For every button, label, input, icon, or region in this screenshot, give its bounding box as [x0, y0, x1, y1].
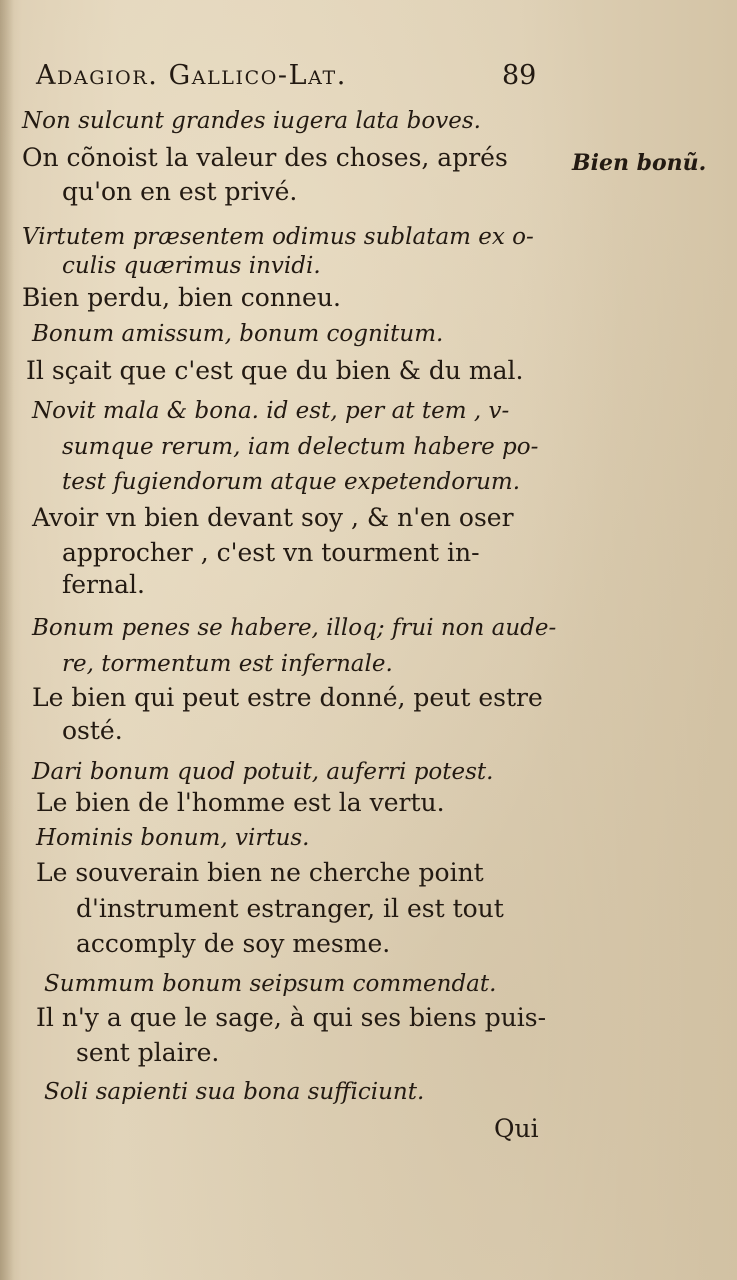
french-line-6: Bien perdu, bien conneu.: [22, 283, 341, 312]
page-header: [32, 60, 537, 94]
french-line-22: Le souverain bien ne cherche point: [36, 858, 484, 887]
french-line-12: Avoir vn bien devant soy , & n'en oser: [32, 503, 514, 532]
french-line-27: sent plaire.: [76, 1038, 220, 1067]
catchword: Qui: [494, 1114, 539, 1143]
french-line-23: d'instrument estranger, il est tout: [76, 894, 504, 923]
spine-shadow: [0, 0, 14, 1280]
french-line-24: accomply de soy mesme.: [76, 929, 391, 958]
latin-line-7: Bonum amissum, bonum cognitum.: [32, 321, 444, 347]
page-number: 89: [502, 60, 537, 91]
latin-line-9: Novit mala & bona. id est, per at tem , v-: [32, 398, 510, 424]
french-line-13: approcher , c'est vn tourment in-: [62, 538, 480, 567]
latin-line-21: Hominis bonum, virtus.: [36, 825, 310, 851]
french-line-2: On cõnoist la valeur des choses, aprés: [22, 143, 508, 172]
latin-line-19: Dari bonum quod potuit, auferri potest.: [32, 759, 494, 785]
french-line-20: Le bien de l'homme est la vertu.: [36, 788, 445, 817]
latin-line-25: Summum bonum seipsum commendat.: [44, 971, 497, 997]
french-line-8: Il sçait que c'est que du bien & du mal.: [26, 356, 524, 385]
latin-line-10: sumque rerum, iam delectum habere po-: [62, 434, 539, 460]
running-head: Adagior. Gallico-Lat.: [36, 60, 347, 91]
latin-line-1: Non sulcunt grandes iugera lata boves.: [22, 108, 481, 134]
latin-line-15: Bonum penes se habere, illoq; frui non aude-: [32, 615, 557, 641]
french-line-17: Le bien qui peut estre donné, peut estre: [32, 683, 543, 712]
french-line-26: Il n'y a que le sage, à qui ses biens puis-: [36, 1003, 547, 1032]
latin-line-28: Soli sapienti sua bona sufficiunt.: [44, 1079, 425, 1105]
french-line-18: osté.: [62, 716, 123, 745]
french-line-3: qu'on en est privé.: [62, 177, 298, 206]
margin-note: Bien bonũ.: [572, 150, 707, 176]
latin-line-4: Virtutem præsentem odimus sublatam ex o-: [22, 224, 534, 250]
latin-line-5: culis quærimus invidi.: [62, 253, 321, 279]
latin-line-16: re, tormentum est infernale.: [62, 651, 393, 677]
latin-line-11: test fugiendorum atque expetendorum.: [62, 469, 521, 495]
french-line-14: fernal.: [62, 570, 145, 599]
